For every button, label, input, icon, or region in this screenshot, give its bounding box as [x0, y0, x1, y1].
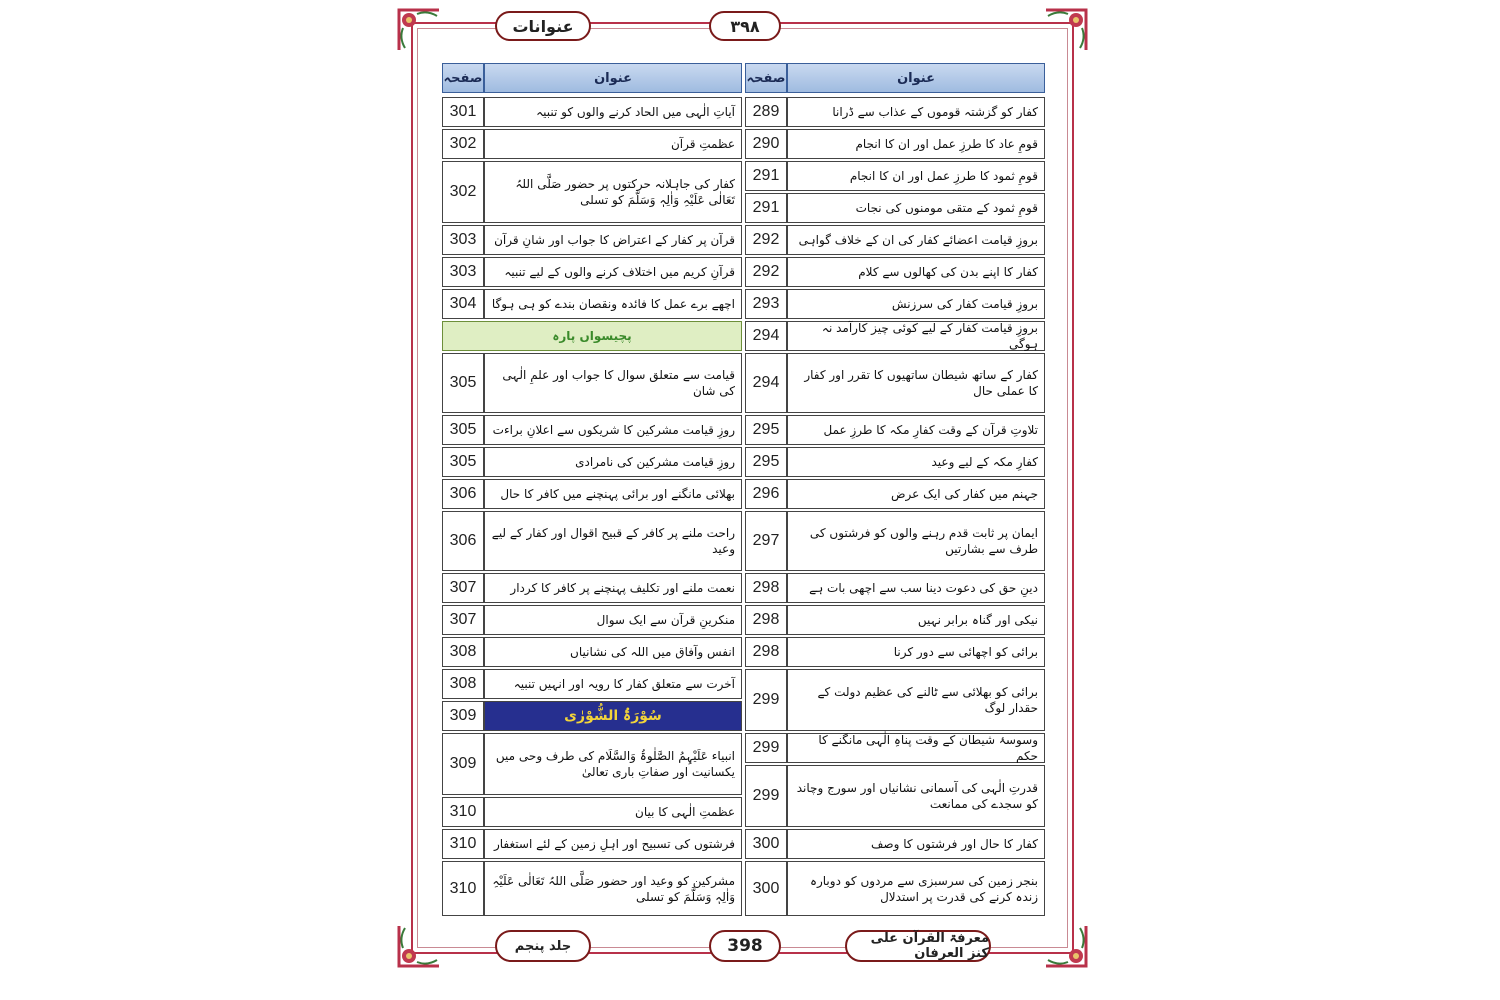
toc-entry-page: 308: [442, 637, 484, 667]
toc-entry-title-text: انبیاء عَلَیْہِمُ الصَّلٰوۃُ وَالسَّلَام کی طرف وحی میں یکسانیت اور صفاتِ باری تعالیٰ: [495, 749, 735, 779]
toc-entry-page: 298: [745, 637, 787, 667]
para-banner: [442, 321, 742, 351]
toc-entry-title-text: جہنم میں کفار کی ایک عرض: [891, 487, 1038, 501]
toc-entry-page: 305: [442, 415, 484, 445]
toc-entry-page: 291: [745, 161, 787, 191]
toc-entry-page: 300: [745, 861, 787, 916]
toc-entry-title: [787, 765, 1045, 827]
toc-entry-title-text: فرشتوں کی تسبیح اور اہلِ زمین کے لئے استغفار: [493, 837, 735, 851]
toc-entry-title: [484, 257, 742, 287]
toc-entry-title-text: تلاوتِ قرآن کے وقت کفارِ مکہ کا طرزِ عمل: [823, 423, 1038, 437]
toc-entry-title-text: کفار کے ساتھ شیطان ساتھیوں کا تقرر اور کفار کا عملی حال: [804, 368, 1038, 398]
toc-entry-title: [484, 479, 742, 509]
toc-entry-page: 310: [442, 797, 484, 827]
toc-entry-page: 308: [442, 669, 484, 699]
toc-entry-title-text: کفار کو گزشتہ قوموں کے عذاب سے ڈرانا: [832, 105, 1038, 119]
toc-entry-title-text: برائی کو اچھائی سے دور کرنا: [893, 645, 1038, 659]
toc-entry-title-text: مشرکین کو وعید اور حضور صَلَّی اللہُ تَعَالٰی عَلَیْہِ وَاٰلِہٖ وَسَلَّمَ کو تسلی: [492, 873, 735, 904]
toc-entry-title: [787, 573, 1045, 603]
toc-entry-title-text: دینِ حق کی دعوت دینا سب سے اچھی بات ہے: [809, 581, 1038, 595]
toc-entry-title: [787, 447, 1045, 477]
toc-entry-page: 302: [442, 129, 484, 159]
toc-entry-title-text: انفس وآفاق میں اللہ کی نشانیاں: [570, 645, 735, 659]
floral-ornament-icon: [1044, 8, 1088, 52]
toc-entry-title-text: قدرتِ الٰہی کی آسمانی نشانیاں اور سورج وچاند کو سجدے کی ممانعت: [796, 781, 1038, 811]
toc-entry-title: [787, 321, 1045, 351]
toc-entry-title-text: راحت ملنے پر کافر کے قبیح اقوال اور کفار کے لیے وعید: [491, 526, 735, 556]
toc-entry-page: 298: [745, 605, 787, 635]
toc-entry-title: [787, 861, 1045, 916]
toc-entry-title: [787, 829, 1045, 859]
column-header-page: صفحہ: [442, 63, 484, 93]
floral-ornament-icon: [397, 8, 441, 52]
toc-entry-page: 300: [745, 829, 787, 859]
toc-entry-title-text: کفار کا حال اور فرشتوں کا وصف: [870, 837, 1038, 851]
toc-entry-page: 296: [745, 479, 787, 509]
toc-entry-title-text: برائی کو بھلائی سے ٹالنے کی عظیم دولت کے حقدار لوگ: [817, 685, 1038, 715]
toc-entry-title-text: قرآنِ کریم میں اختلاف کرنے والوں کے لیے تنبیہ: [504, 265, 735, 279]
toc-entry-page: 299: [745, 733, 787, 763]
toc-entry-title: [787, 225, 1045, 255]
toc-entry-title-text: بروزِ قیامت اعضائے کفار کی ان کے خلاف گواہی: [798, 233, 1038, 247]
toc-entry-page: 304: [442, 289, 484, 319]
page: [397, 8, 1088, 968]
toc-entry-title-text: اچھے برے عمل کا فائدہ ونقصان بندے کو ہی ہوگا: [491, 297, 735, 311]
toc-entry-title: [787, 289, 1045, 319]
volume-label: جلد پنجم: [495, 930, 591, 962]
toc-entry-title: [484, 829, 742, 859]
toc-entry-title-text: نعمت ملنے اور تکلیف پہنچنے پر کافر کا کردار: [510, 581, 735, 595]
toc-entry-title-text: نیکی اور گناہ برابر نہیں: [917, 613, 1038, 627]
toc-entry-title-text: ایمان پر ثابت قدم رہنے والوں کو فرشتوں کی طرف سے بشارتیں: [809, 526, 1038, 556]
toc-entry-title: [484, 129, 742, 159]
toc-entry-title: [787, 257, 1045, 287]
toc-entry-title-text: آیاتِ الٰہی میں الحاد کرنے والوں کو تنبیہ: [536, 105, 735, 119]
toc-entry-page: 299: [745, 669, 787, 731]
book-title: معرفۃ القرآن علی کنز العرفان: [845, 930, 991, 962]
toc-entry-title: [484, 415, 742, 445]
toc-entry-title: [484, 637, 742, 667]
toc-entry-title: [484, 161, 742, 223]
toc-entry-page: 307: [442, 573, 484, 603]
toc-entry-title: [484, 353, 742, 413]
column-header-page: صفحہ: [745, 63, 787, 93]
toc-entry-title: [787, 637, 1045, 667]
toc-entry-page: 302: [442, 161, 484, 223]
toc-entry-title: [484, 511, 742, 571]
contents-table: [442, 63, 1045, 916]
toc-entry-title: [484, 733, 742, 795]
toc-entry-title-text: کفار کی جاہلانہ حرکتوں پر حضور صَلَّی اللہُ تَعَالٰی عَلَیْہِ وَاٰلِہٖ وَسَلَّمَ کو تسلی: [515, 177, 735, 207]
toc-entry-title: [787, 161, 1045, 191]
column-header-title: عنوان: [787, 63, 1045, 93]
toc-entry-title: [484, 861, 742, 916]
toc-entry-page: 305: [442, 447, 484, 477]
toc-entry-page: 299: [745, 765, 787, 827]
toc-entry-title-text: سُوْرَۃُ الشُّوْرٰی: [564, 708, 662, 724]
toc-entry-page: 306: [442, 479, 484, 509]
column-header-title: عنوان: [484, 63, 742, 93]
toc-entry-title: [787, 353, 1045, 413]
toc-entry-page: 310: [442, 861, 484, 916]
toc-entry-title: [484, 97, 742, 127]
toc-entry-title-text: روزِ قیامت مشرکین کا شریکوں سے اعلانِ براءت: [492, 423, 735, 437]
toc-entry-title: [484, 289, 742, 319]
toc-entry-page: 294: [745, 353, 787, 413]
toc-entry-page: 292: [745, 225, 787, 255]
toc-entry-title-text: قومِ ثمود کا طرزِ عمل اور ان کا انجام: [849, 169, 1038, 183]
toc-entry-title-text: آخرت سے متعلق کفار کا رویہ اور انہیں تنبیہ: [513, 677, 735, 691]
toc-entry-title-text: منکرینِ قرآن سے ایک سوال: [596, 613, 735, 627]
toc-entry-title-text: عظمتِ الٰہی کا بیان: [635, 805, 735, 819]
toc-entry-title-text: قومِ عاد کا طرزِ عمل اور ان کا انجام: [855, 137, 1038, 151]
toc-entry-title: [787, 129, 1045, 159]
toc-entry-page: 290: [745, 129, 787, 159]
toc-entry-page: 294: [745, 321, 787, 351]
surah-banner: [484, 701, 742, 731]
toc-entry-page: 309: [442, 701, 484, 731]
toc-entry-title: [787, 511, 1045, 571]
toc-entry-page: 301: [442, 97, 484, 127]
toc-entry-title-text: پچیسواں پارہ: [552, 329, 632, 343]
toc-entry-page: 297: [745, 511, 787, 571]
toc-entry-page: 303: [442, 257, 484, 287]
toc-entry-title: [787, 193, 1045, 223]
floral-ornament-icon: [397, 924, 441, 968]
toc-entry-title-text: کفارِ مکہ کے لیے وعید: [931, 455, 1038, 469]
toc-entry-title: [484, 573, 742, 603]
toc-entry-title: [484, 669, 742, 699]
toc-entry-title-text: بروزِ قیامت کفار کی سرزنش: [891, 297, 1038, 311]
toc-entry-title: [484, 605, 742, 635]
toc-entry-page: 292: [745, 257, 787, 287]
toc-entry-title: [787, 479, 1045, 509]
toc-entry-page: 307: [442, 605, 484, 635]
header-page-number: ۳۹۸: [709, 11, 781, 41]
toc-entry-title-text: عظمتِ قرآن: [670, 137, 735, 151]
toc-entry-page: 291: [745, 193, 787, 223]
toc-entry-title-text: قرآن پر کفار کے اعتراض کا جواب اور شانِ قرآن: [494, 233, 735, 247]
toc-entry-page: 289: [745, 97, 787, 127]
toc-entry-page: 295: [745, 447, 787, 477]
footer-page-number: 398: [709, 930, 781, 962]
toc-entry-title: [787, 669, 1045, 731]
toc-entry-title: [787, 415, 1045, 445]
toc-entry-title: [787, 733, 1045, 763]
toc-entry-title-text: بروزِ قیامت کفار کے لیے کوئی چیز کارآمد نہ ہوگی: [821, 321, 1038, 351]
toc-entry-title: [484, 797, 742, 827]
page-title: عنوانات: [495, 11, 591, 41]
toc-entry-title: [787, 605, 1045, 635]
toc-entry-page: 305: [442, 353, 484, 413]
toc-entry-page: 309: [442, 733, 484, 795]
toc-entry-page: 306: [442, 511, 484, 571]
toc-entry-page: 295: [745, 415, 787, 445]
toc-entry-title-text: وسوسۂ شیطان کے وقت پناہِ الٰہی مانگنے کا حکم: [818, 733, 1038, 763]
floral-ornament-icon: [1044, 924, 1088, 968]
toc-entry-title: [484, 447, 742, 477]
toc-entry-title-text: بھلائی مانگنے اور برائی پہنچنے میں کافر کا حال: [500, 487, 735, 501]
toc-entry-title-text: بنجر زمین کی سرسبزی سے مردوں کو دوبارہ زندہ کرنے کی قدرت پر استدلال: [809, 873, 1038, 904]
toc-entry-title-text: روزِ قیامت مشرکین کی نامرادی: [575, 455, 735, 469]
toc-entry-page: 293: [745, 289, 787, 319]
toc-entry-title-text: کفار کا اپنے بدن کی کھالوں سے کلام: [858, 265, 1038, 279]
toc-entry-title: [484, 225, 742, 255]
toc-entry-title-text: قومِ ثمود کے متقی مومنوں کی نجات: [855, 201, 1038, 215]
toc-entry-title: [787, 97, 1045, 127]
toc-entry-page: 310: [442, 829, 484, 859]
toc-entry-title-text: قیامت سے متعلق سوال کا جواب اور علمِ الٰہی کی شان: [502, 368, 735, 398]
toc-entry-page: 298: [745, 573, 787, 603]
toc-entry-page: 303: [442, 225, 484, 255]
